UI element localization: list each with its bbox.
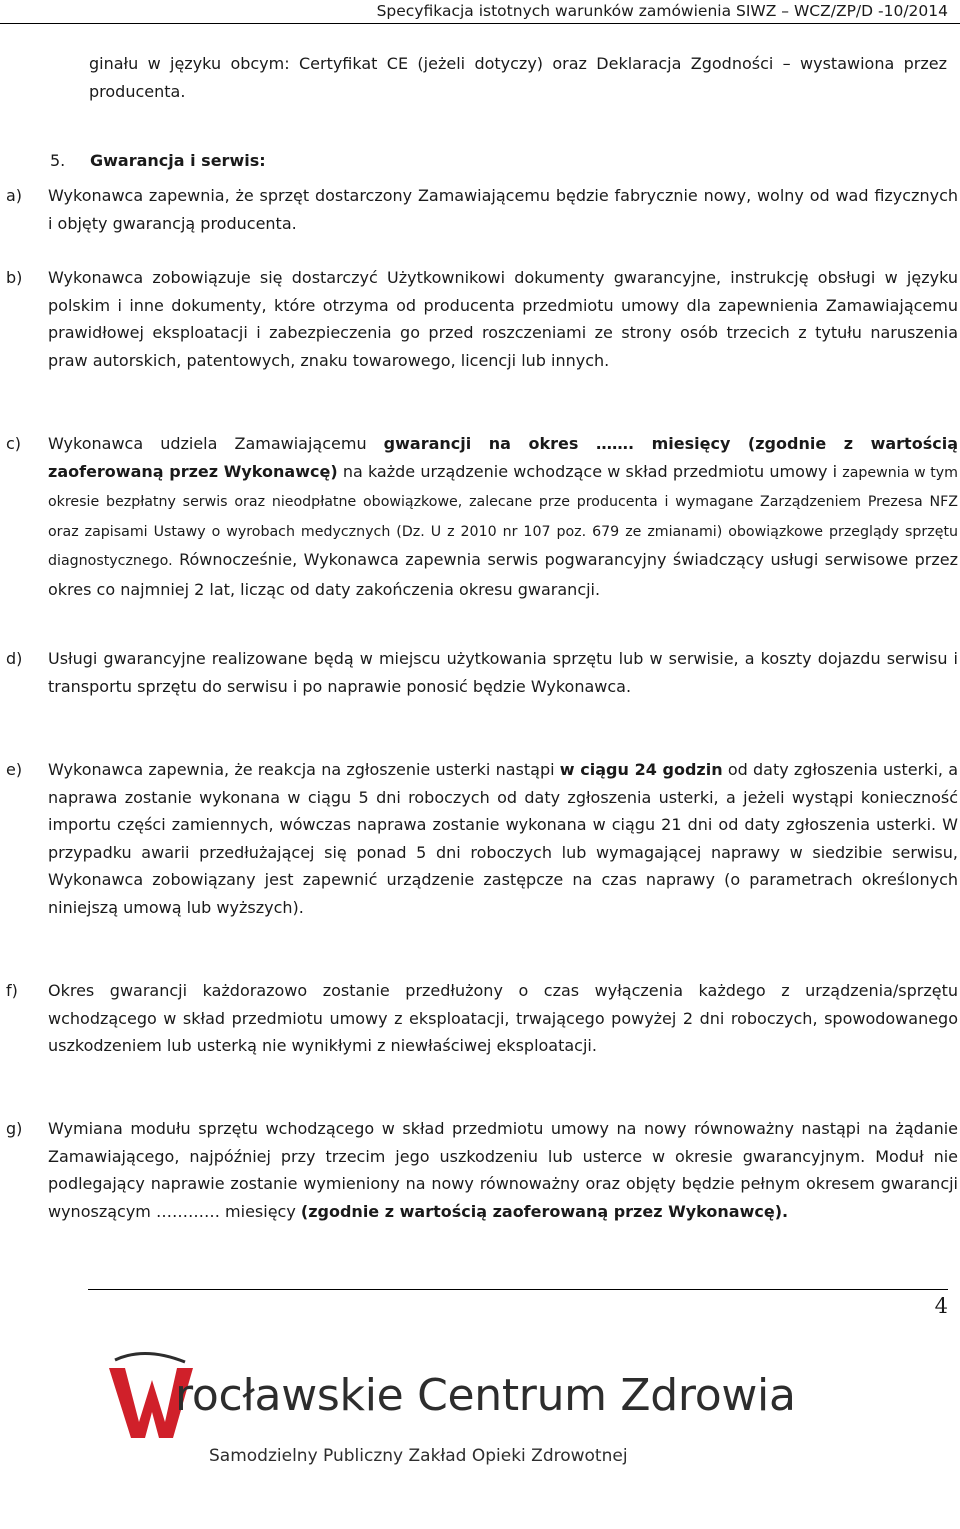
item-label: g) (6, 1119, 23, 1138)
item-text: Wykonawca zapewnia, że sprzęt dostarczony Zamawiającemu będzie fabrycznie nowy, wolny od wad fizycznych i objęty gwarancją producenta. (48, 186, 958, 233)
intro-paragraph: ginału w języku obcym: Certyfikat CE (jeżeli dotyczy) oraz Deklaracja Zgodności – wystawiona przez producenta. (89, 54, 947, 101)
logo-subtitle: Samodzielny Publiczny Zakład Opieki Zdrowotnej (209, 1446, 628, 1466)
item-text: Usługi gwarancyjne realizowane będą w miejscu użytkowania sprzętu lub w serwisie, a koszty dojazdu serwisu i transportu sprzętu do serwisu i po naprawie ponosić będzie Wykonawca. (48, 649, 958, 696)
list-item-b (6, 264, 958, 374)
item-label: f) (6, 981, 18, 1000)
list-item-g (6, 1115, 958, 1225)
item-label: c) (6, 434, 22, 453)
page-number: 4 (934, 1294, 948, 1318)
footer-rule (88, 1289, 948, 1290)
text-run: Wykonawca udziela Zamawiającemu (48, 434, 384, 453)
intro-continuation (89, 50, 947, 106)
text-run: Wymiana modułu sprzętu wchodzącego w skład przedmiotu umowy na nowy równoważny nastąpi na żądanie Zamawiającego, najpóźniej przy trzecim jego uszkodzeniu lub usterce w okresie gwarancyjnym. Moduł nie podlegający naprawie zostanie wymieniony na nowy równoważny oraz objęty będzie pełnym okresem gwarancji wynoszącym ………… miesięcy (48, 1119, 958, 1221)
item-text: Wykonawca zobowiązuje się dostarczyć Użytkownikowi dokumenty gwarancyjne, instrukcję obsługi w języku polskim i inne dokumenty, które otrzyma od producenta przedmiotu umowy dla zapewnienia Zamawiającemu prawidłowej eksploatacji i zabezpieczenia go przed roszczeniami ze strony osób trzecich z tytułu naruszenia praw autorskich, patentowych, znaku towarowego, licencji lub innych. (48, 268, 958, 370)
bold-text-run: (zgodnie z wartością zaoferowaną przez Wykonawcę). (300, 1201, 789, 1221)
text-run: Wykonawca zapewnia, że reakcja na zgłoszenie usterki nastąpi (48, 760, 560, 779)
item-text: Okres gwarancji każdorazowo zostanie przedłużony o czas wyłączenia każdego z urządzenia/sprzętu wchodzącego w skład przedmiotu umowy z eksploatacji, trwającego powyżej 2 dni roboczych, spowodowanego uszkodzeniem lub usterką nie wynikłymi z niewłaściwej eksploatacji. (48, 981, 958, 1056)
list-item-f (6, 977, 958, 1060)
response-time-text: w ciągu 24 godzin (559, 760, 723, 779)
section-title: Gwarancja i serwis: (90, 151, 266, 170)
text-run: od daty zgłoszenia usterki, a naprawa zostanie wykonana w ciągu 5 dni roboczych od daty zgłoszenia usterki, a jeżeli wystąpi konieczność importu części zamiennych, wówczas naprawa zostanie wykonana w ciągu 21 dni od daty zgłoszenia usterki. W przypadku awarii przedłużającej się ponad 5 dni roboczych lub wymagającej naprawy w siedzibie serwisu, Wykonawca zobowiązany jest zapewnić urządzenie zastępcze na czas naprawy (o parametrach określonych niniejszą umową lub wyższych). (48, 760, 958, 917)
item-label: e) (6, 760, 23, 779)
list-item-a (6, 182, 958, 237)
text-run: na każde urządzenie wchodzące w skład przedmiotu umowy i (337, 461, 843, 481)
item-text (48, 430, 958, 604)
section-number: 5. (50, 151, 66, 170)
wcz-logo (105, 1348, 865, 1488)
item-text (48, 756, 958, 922)
item-label: d) (6, 649, 23, 668)
list-item-e (6, 756, 958, 922)
item-label: b) (6, 268, 23, 287)
logo-title: rocławskie Centrum Zdrowia (175, 1370, 796, 1421)
document-header: Specyfikacja istotnych warunków zamówienia SIWZ – WCZ/ZP/D -10/2014 (376, 2, 948, 20)
warranty-period-text: gwarancji na okres ……. miesięcy (zgodnie z wartością zaoferowaną przez Wykonawcę) (48, 434, 958, 481)
item-label: a) (6, 186, 23, 205)
header-rule (0, 23, 960, 24)
item-text (48, 1115, 958, 1225)
section-heading (50, 147, 266, 175)
list-item-d (6, 645, 958, 700)
text-run-small: zapewnia w tym okresie bezpłatny serwis oraz nieodpłatne obowiązkowe, zalecane prze producenta i wymagane Zarządzeniem Prezesa NFZ oraz zapisami Ustawy o wyrobach medycznych (Dz. U z 2010 nr 107 poz. 679 ze zmianami) obowiązkowe przeglądy sprzętu diagnostycznego. (48, 464, 958, 570)
list-item-c (6, 430, 958, 604)
text-run: Równocześnie, Wykonawca zapewnia serwis pogwarancyjny świadczący usługi serwisowe przez okres co najmniej 2 lat, licząc od daty zakończenia okresu gwarancji. (48, 550, 958, 599)
